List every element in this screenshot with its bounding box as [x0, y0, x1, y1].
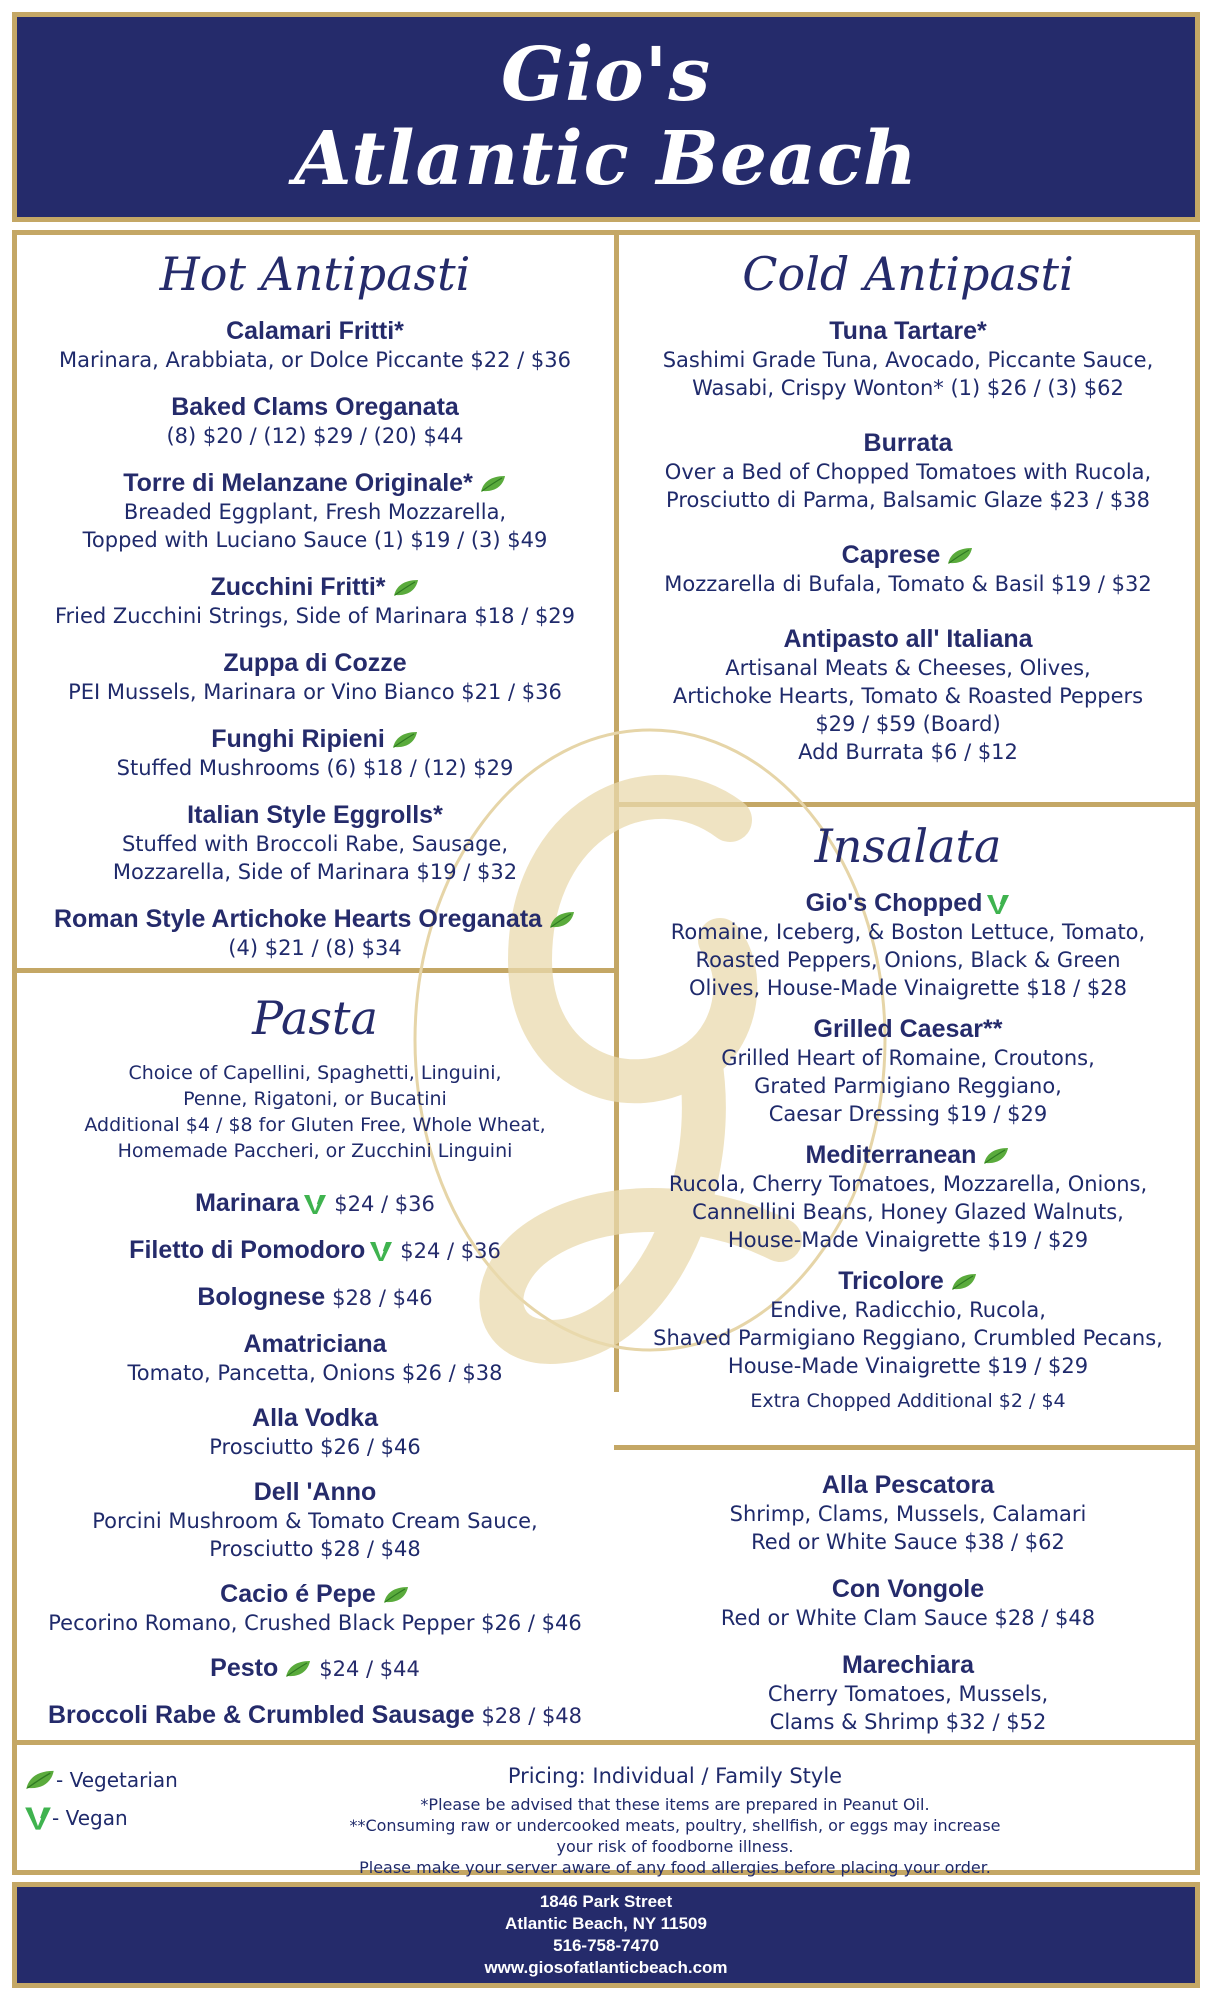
menu-item [620, 540, 1196, 598]
vegan-v-icon [24, 1805, 52, 1831]
menu-item [620, 1014, 1196, 1128]
item-desc: Grilled Heart of Romaine, Croutons, [721, 1046, 1095, 1070]
item-name: Torre di Melanzane Originale* [123, 469, 473, 497]
vegetarian-leaf-icon [391, 730, 419, 750]
item-name: Gio's Chopped [805, 889, 983, 917]
item-name: Burrata [863, 429, 953, 457]
item-desc: (4) $21 / (8) $34 [228, 936, 402, 960]
item-desc: Caesar Dressing $19 / $29 [768, 1102, 1048, 1126]
vegetarian-leaf-icon [950, 1272, 978, 1292]
legend-vegan [24, 1803, 178, 1833]
menu-item [620, 316, 1196, 402]
item-desc: Olives, House-Made Vinaigrette $18 / $28 [689, 976, 1127, 1000]
item-desc: Artichoke Hearts, Tomato & Roasted Peppers [672, 684, 1144, 708]
item-desc: House-Made Vinaigrette $19 / $29 [727, 1354, 1089, 1378]
item-name: Pesto [210, 1654, 279, 1682]
menu-item [620, 1574, 1196, 1632]
section-title: Cold Antipasti [742, 247, 1074, 301]
peanut-oil-note: *Please be advised that these items are prepared in Peanut Oil. [420, 1795, 930, 1814]
item-desc: Pecorino Romano, Crushed Black Pepper $26 / $46 [48, 1611, 582, 1635]
item-name: Baked Clams Oreganata [171, 393, 459, 421]
menu-item [620, 624, 1196, 766]
menu-item [18, 1579, 612, 1637]
menu-notes [330, 1762, 1020, 1878]
item-name: Funghi Ripieni [211, 725, 385, 753]
intro-line: Penne, Rigatoni, or Bucatini [183, 1088, 447, 1110]
item-desc: Shrimp, Clams, Mussels, Calamari [729, 1502, 1087, 1526]
item-desc: Cannellini Beans, Honey Glazed Walnuts, [692, 1200, 1124, 1224]
menu-item [18, 1403, 612, 1461]
menu-item [18, 316, 612, 374]
allergy-note: Please make your server aware of any food allergies before placing your order. [359, 1858, 991, 1877]
menu-item [18, 800, 612, 886]
address-city: Atlantic Beach, NY 11509 [505, 1914, 707, 1933]
legend-label: - Vegan [52, 1806, 128, 1830]
item-desc: Stuffed Mushrooms (6) $18 / (12) $29 [116, 756, 514, 780]
extra-chopped-note: Extra Chopped Additional $2 / $4 [750, 1390, 1066, 1412]
item-name: Zucchini Fritti* [210, 573, 386, 601]
foodborne-illness-note: **Consuming raw or undercooked meats, poultry, shellfish, or eggs may increase your risk of foodborne illness. [349, 1816, 1001, 1856]
item-name: Marechiara [841, 1651, 975, 1679]
item-name: Antipasto all' Italiana [783, 625, 1033, 653]
menu-item [18, 1282, 612, 1313]
item-desc: Add Burrata $6 / $12 [798, 740, 1018, 764]
item-desc: Breaded Eggplant, Fresh Mozzarella, [123, 500, 507, 524]
menu-item [18, 468, 612, 554]
intro-line: Choice of Capellini, Spaghetti, Linguini, [128, 1062, 502, 1084]
item-desc: Prosciutto $28 / $48 [209, 1537, 421, 1561]
vegan-v-icon [303, 1193, 327, 1215]
item-name: Marinara [195, 1189, 300, 1217]
menu-item [18, 1477, 612, 1563]
cold-antipasti-section [620, 246, 1196, 784]
restaurant-location: Atlantic Beach [294, 116, 918, 202]
item-name: Tuna Tartare* [829, 317, 987, 345]
menu-item [620, 1470, 1196, 1556]
vegetarian-leaf-icon [382, 1585, 410, 1605]
seafood-pasta-section [620, 1470, 1196, 1754]
menu-item [18, 572, 612, 630]
item-desc: Wasabi, Crispy Wonton* (1) $26 / (3) $62 [692, 376, 1124, 400]
item-name: Grilled Caesar** [813, 1015, 1003, 1043]
vegetarian-leaf-icon [284, 1659, 312, 1679]
item-desc: Grated Parmigiano Reggiano, [754, 1074, 1062, 1098]
item-price: $28 / $48 [481, 1704, 583, 1728]
restaurant-name: Gio's [501, 32, 711, 118]
menu-item [18, 1235, 612, 1266]
item-desc: Sashimi Grade Tuna, Avocado, Piccante Sauce, [662, 348, 1154, 372]
section-title: Hot Antipasti [159, 247, 471, 301]
legend-vegetarian [24, 1765, 178, 1795]
menu-item [620, 428, 1196, 514]
section-title: Pasta [252, 991, 378, 1045]
menu-item [620, 1650, 1196, 1736]
item-price: $24 / $36 [400, 1239, 501, 1263]
item-name: Broccoli Rabe & Crumbled Sausage [47, 1701, 475, 1729]
item-desc: Marinara, Arabbiata, or Dolce Piccante $22 / $36 [58, 348, 572, 372]
item-desc: Clams & Shrimp $32 / $52 [769, 1710, 1047, 1734]
item-desc: Porcini Mushroom & Tomato Cream Sauce, [92, 1509, 538, 1533]
insalata-section [620, 818, 1196, 1414]
pricing-note: Pricing: Individual / Family Style [507, 1764, 843, 1788]
item-name: Caprese [841, 541, 941, 569]
item-desc: Topped with Luciano Sauce (1) $19 / (3) $49 [82, 528, 548, 552]
intro-line: Additional $4 / $8 for Gluten Free, Whole Wheat, [84, 1114, 546, 1136]
item-desc: Red or White Clam Sauce $28 / $48 [720, 1606, 1096, 1630]
item-name: Cacio é Pepe [220, 1580, 376, 1608]
divider-insalata-bottom [614, 1445, 1198, 1450]
item-name: Italian Style Eggrolls* [187, 801, 443, 829]
item-name: Zuppa di Cozze [223, 649, 407, 677]
item-desc: Romaine, Iceberg, & Boston Lettuce, Tomato, [670, 920, 1146, 944]
item-desc: Shaved Parmigiano Reggiano, Crumbled Pecans, [653, 1326, 1163, 1350]
item-name: Filetto di Pomodoro [129, 1236, 366, 1264]
item-name: Roman Style Artichoke Hearts Oreganata [53, 905, 543, 933]
pasta-intro [18, 1060, 612, 1164]
menu-item [18, 648, 612, 706]
menu-item [18, 1700, 612, 1731]
vegetarian-leaf-icon [24, 1768, 56, 1792]
vegetarian-leaf-icon [392, 578, 420, 598]
item-desc: Tomato, Pancetta, Onions $26 / $38 [127, 1361, 503, 1385]
vegetarian-leaf-icon [982, 1146, 1010, 1166]
item-desc: $29 / $59 (Board) [815, 712, 1001, 736]
item-name: Dell 'Anno [253, 1478, 377, 1506]
footer-banner [12, 1882, 1200, 1988]
item-price: $28 / $46 [332, 1286, 433, 1310]
item-price: $24 / $44 [319, 1657, 420, 1681]
dietary-legend [24, 1765, 178, 1841]
item-name: Calamari Fritti* [226, 317, 404, 345]
item-desc: Cherry Tomatoes, Mussels, [767, 1682, 1049, 1706]
item-desc: (8) $20 / (12) $29 / (20) $44 [166, 424, 464, 448]
item-desc: Mozzarella, Side of Marinara $19 / $32 [112, 860, 518, 884]
item-desc: Artisanal Meats & Cheeses, Olives, [725, 656, 1091, 680]
vegetarian-leaf-icon [479, 474, 507, 494]
header-banner [12, 12, 1200, 222]
item-name: Bolognese [197, 1283, 326, 1311]
menu-item [620, 888, 1196, 1002]
phone-number: 516-758-7470 [553, 1936, 659, 1955]
menu-item [18, 1188, 612, 1219]
address-street: 1846 Park Street [539, 1892, 673, 1911]
item-desc: PEI Mussels, Marinara or Vino Bianco $21 / $36 [68, 680, 562, 704]
item-desc: Fried Zucchini Strings, Side of Marinara $18 / $29 [54, 604, 576, 628]
menu-item [18, 392, 612, 450]
menu-item [18, 724, 612, 782]
item-desc: Rucola, Cherry Tomatoes, Mozzarella, Onions, [668, 1172, 1148, 1196]
item-desc: Red or White Sauce $38 / $62 [751, 1530, 1065, 1554]
menu-item [18, 1653, 612, 1684]
item-desc: House-Made Vinaigrette $19 / $29 [727, 1228, 1089, 1252]
legend-label: - Vegetarian [56, 1768, 178, 1792]
menu-item [620, 1140, 1196, 1254]
vegan-v-icon [986, 893, 1010, 915]
vegetarian-leaf-icon [946, 546, 974, 566]
section-title: Insalata [814, 819, 1002, 873]
item-name: Con Vongole [831, 1575, 985, 1603]
vegetarian-leaf-icon [548, 910, 576, 930]
item-desc: Over a Bed of Chopped Tomatoes with Rucola, [664, 460, 1152, 484]
item-price: $24 / $36 [334, 1192, 435, 1216]
item-desc: Endive, Radicchio, Rucola, [770, 1298, 1046, 1322]
vegan-v-icon [369, 1240, 393, 1262]
item-desc: Prosciutto $26 / $46 [209, 1435, 421, 1459]
item-name: Alla Vodka [252, 1404, 378, 1432]
menu-item [18, 904, 612, 962]
item-desc: Prosciutto di Parma, Balsamic Glaze $23 / $38 [666, 488, 1150, 512]
item-name: Tricolore [838, 1267, 944, 1295]
website-link[interactable]: www.giosofatlanticbeach.com [484, 1958, 728, 1977]
menu-item [18, 1329, 612, 1387]
item-desc: Roasted Peppers, Onions, Black & Green [695, 948, 1121, 972]
item-name: Amatriciana [243, 1330, 387, 1358]
menu-item [620, 1266, 1196, 1380]
item-name: Alla Pescatora [821, 1471, 995, 1499]
hot-antipasti-section [18, 246, 612, 980]
item-desc: Stuffed with Broccoli Rabe, Sausage, [121, 832, 509, 856]
pasta-section [18, 990, 612, 1731]
item-desc: Mozzarella di Bufala, Tomato & Basil $19 / $32 [664, 572, 1152, 596]
intro-line: Homemade Paccheri, or Zucchini Linguini [117, 1140, 513, 1162]
item-name: Mediterranean [805, 1141, 977, 1169]
